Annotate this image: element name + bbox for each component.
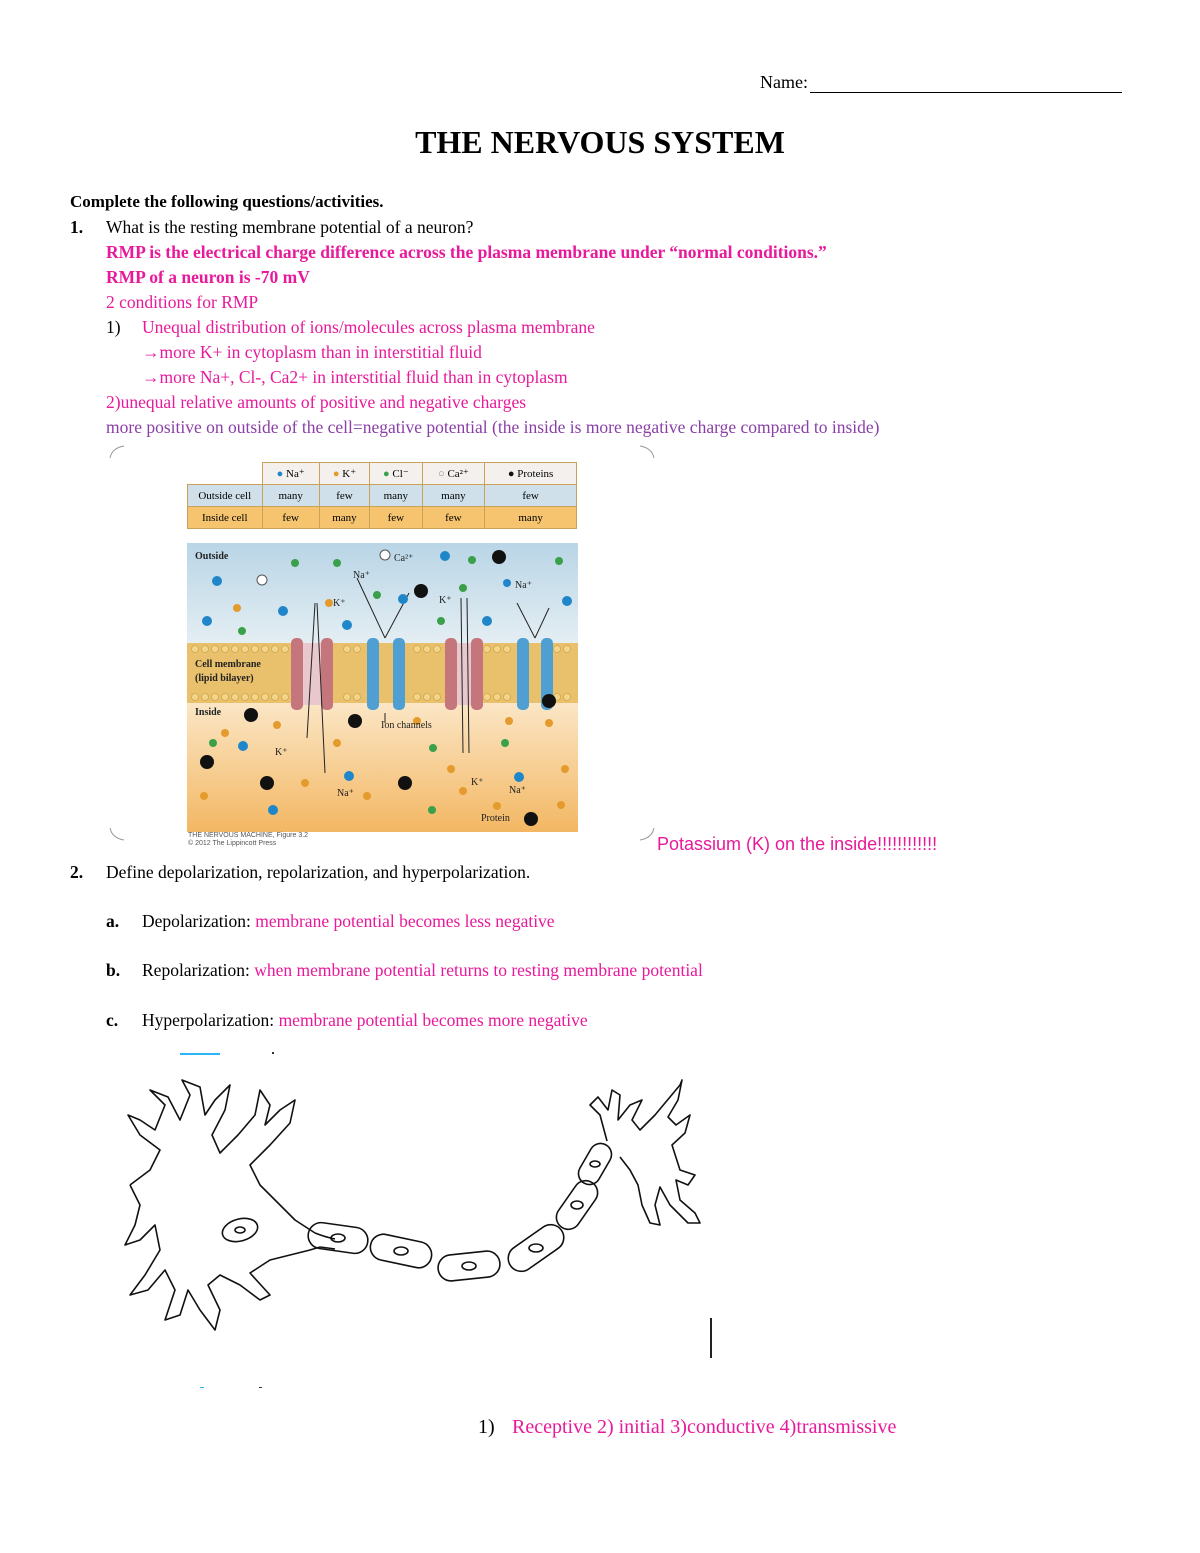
label-membrane-1: Cell membrane <box>195 659 261 670</box>
table-header-cell: ● Proteins <box>485 463 577 485</box>
dot-mark <box>272 1052 274 1054</box>
instructions: Complete the following questions/activities. <box>70 192 384 211</box>
condition-1a: →more K+ in cytoplasm than in interstitial fluid <box>142 342 482 362</box>
name-blank[interactable] <box>810 76 1122 93</box>
membrane-ion-figure <box>187 543 578 832</box>
condition-2: 2)unequal relative amounts of positive and negative charges <box>106 392 527 412</box>
item-c-definition: membrane potential becomes more negative <box>278 1010 588 1030</box>
question-1-text: What is the resting membrane potential of a neuron? <box>106 217 474 237</box>
condition-1: Unequal distribution of ions/molecules across plasma membrane <box>142 317 595 337</box>
blue-mark-2 <box>200 1387 204 1388</box>
table-header-cell: ○ Ca²⁺ <box>422 463 485 485</box>
potassium-callout: Potassium (K) on the inside!!!!!!!!!!!! <box>657 834 938 854</box>
item-a <box>142 911 555 932</box>
label-outside: Outside <box>195 551 229 562</box>
answer-1-definition: RMP is the electrical charge difference across the plasma membrane under “normal conditions.” <box>106 242 827 262</box>
item-c-term: Hyperpolarization: <box>142 1010 275 1030</box>
item-a-definition: membrane potential becomes less negative <box>255 911 555 931</box>
arrow-icon: → <box>142 342 160 362</box>
table-row: Inside cell few many few few many <box>188 507 577 529</box>
name-label: Name: <box>760 72 808 92</box>
item-b-definition: when membrane potential returns to resting membrane potential <box>254 960 703 980</box>
table-header-cell: ● Cl⁻ <box>370 463 423 485</box>
item-c-letter: c. <box>106 1010 119 1030</box>
table-header-cell: ● Na⁺ <box>262 463 319 485</box>
label-k-in2: K⁺ <box>471 777 484 788</box>
neuron-diagram <box>120 1075 710 1355</box>
name-field <box>760 72 1122 93</box>
answer-1-value: RMP of a neuron is -70 mV <box>106 267 310 287</box>
question-1 <box>70 217 83 238</box>
question-2-text: Define depolarization, repolarization, and hyperpolarization. <box>106 862 531 882</box>
label-na-out2: Na⁺ <box>515 580 532 591</box>
rmp-note: more positive on outside of the cell=negative potential (the inside is more negative charge compared to inside) <box>106 417 880 437</box>
ion-distribution-table <box>187 462 577 529</box>
page-title: THE NERVOUS SYSTEM <box>415 124 785 160</box>
label-na-in2: Na⁺ <box>509 785 526 796</box>
figure-credit: THE NERVOUS MACHINE, Figure 3.2 © 2012 The Lippincott Press <box>188 832 309 847</box>
label-membrane-2: (lipid bilayer) <box>195 673 254 684</box>
conditions-title: 2 conditions for RMP <box>106 292 259 312</box>
item-a-term: Depolarization: <box>142 911 251 931</box>
label-k-out: K⁺ <box>333 598 346 609</box>
condition-1-number: 1) <box>106 317 121 337</box>
question-3-answer: Receptive 2) initial 3)conductive 4)transmissive <box>512 1416 897 1438</box>
label-k-in: K⁺ <box>275 747 288 758</box>
item-a-letter: a. <box>106 911 120 931</box>
table-header-cell: ● K⁺ <box>319 463 369 485</box>
table-header-row <box>188 463 577 485</box>
question-1-number: 1. <box>70 217 84 237</box>
label-ca: Ca²⁺ <box>394 553 414 564</box>
label-k-out2: K⁺ <box>439 595 452 606</box>
blue-mark <box>180 1053 220 1055</box>
item-b-term: Repolarization: <box>142 960 250 980</box>
item-b-letter: b. <box>106 960 121 980</box>
label-ion-channels: Ion channels <box>381 720 432 731</box>
dot-mark-2 <box>259 1387 262 1388</box>
text-cursor <box>710 1318 712 1358</box>
label-protein: Protein <box>481 813 510 824</box>
question-2-number: 2. <box>70 862 84 882</box>
table-row: Outside cell many few many many few <box>188 485 577 507</box>
item-b <box>142 960 703 981</box>
condition-1b: →more Na+, Cl-, Ca2+ in interstitial fluid than in cytoplasm <box>142 367 568 387</box>
arrow-icon: → <box>142 367 160 387</box>
label-inside: Inside <box>195 707 222 718</box>
question-3-number: 1) <box>478 1416 495 1438</box>
label-na-in: Na⁺ <box>337 788 354 799</box>
label-na-out: Na⁺ <box>353 570 370 581</box>
item-c <box>142 1010 588 1031</box>
